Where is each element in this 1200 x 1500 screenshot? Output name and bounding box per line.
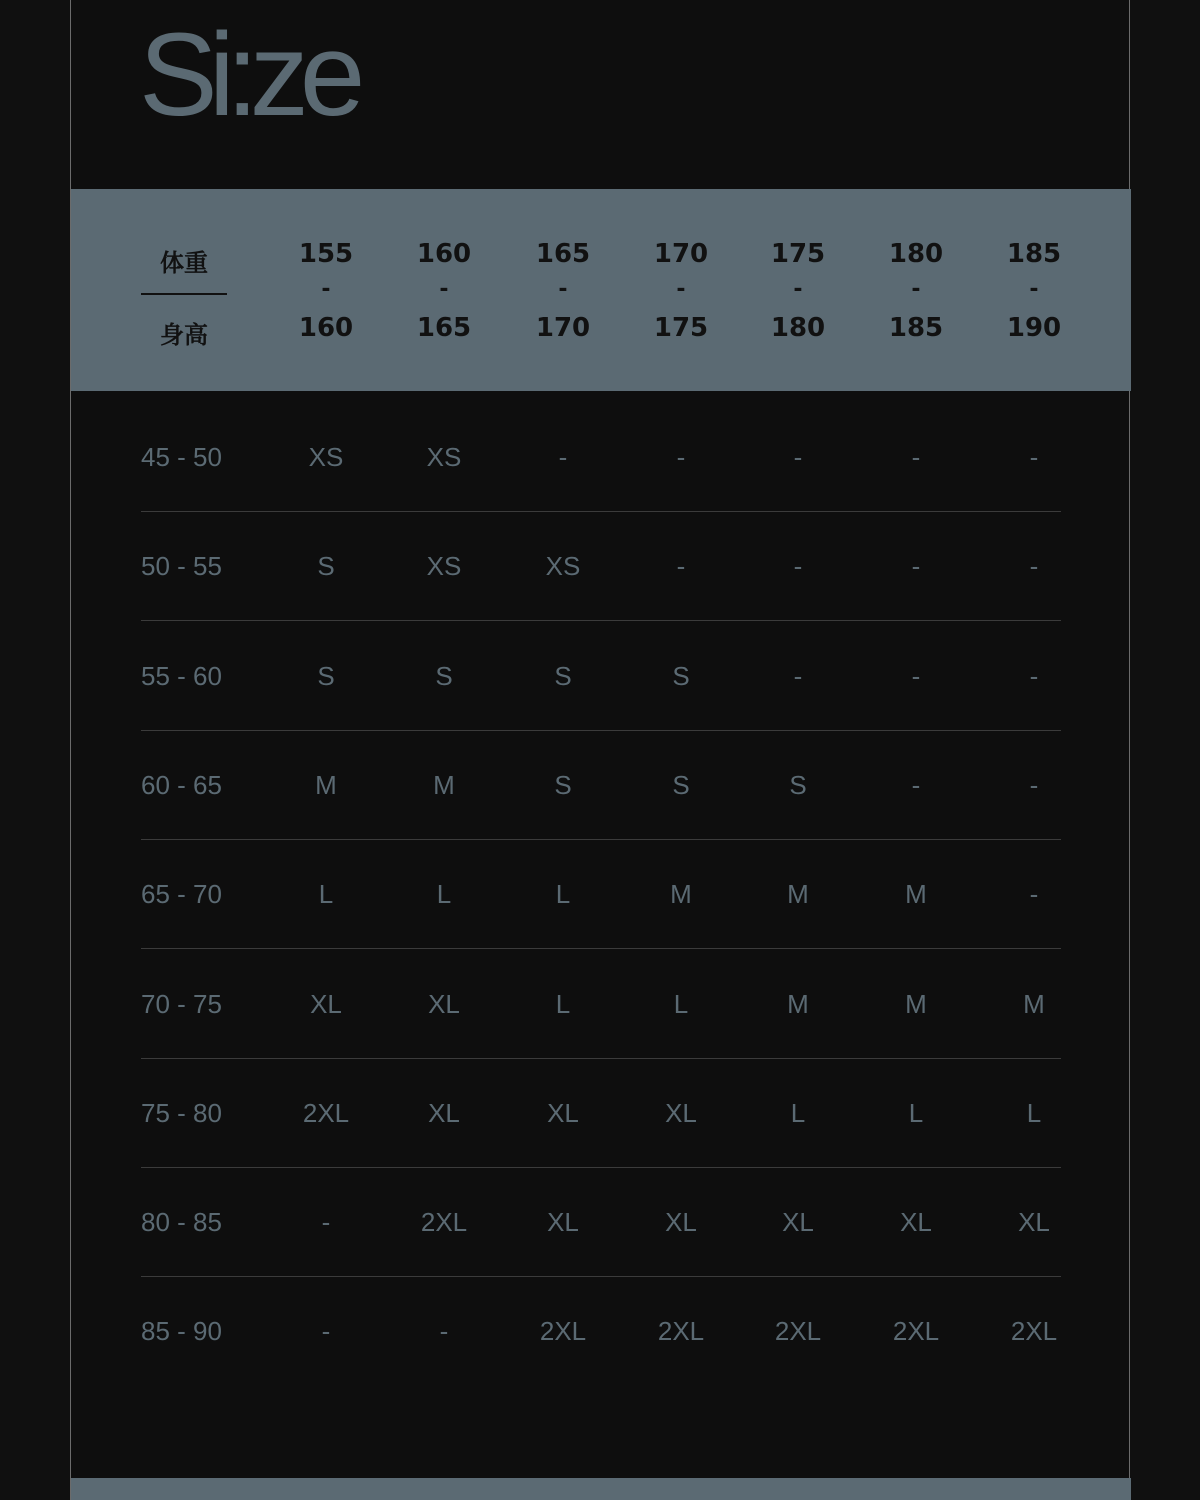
table-row <box>141 1059 1061 1168</box>
height-range-from: 170 <box>653 239 709 269</box>
height-range-header <box>518 189 608 391</box>
corner-header-cell <box>141 189 227 391</box>
height-range-header <box>399 189 489 391</box>
table-row <box>141 512 1061 621</box>
height-range-header <box>989 189 1079 391</box>
table-row <box>141 622 1061 731</box>
height-range-to: 190 <box>1006 313 1062 343</box>
table-row <box>141 1277 1061 1386</box>
size-cell: 2XL <box>1010 1316 1058 1347</box>
height-axis-label: 身高 <box>160 321 208 349</box>
size-cell: XL <box>310 988 342 1019</box>
size-cell: - <box>911 769 921 800</box>
height-range-to: 185 <box>888 313 944 343</box>
size-cell: - <box>1029 660 1039 691</box>
size-cell: L <box>555 879 571 910</box>
size-cell: XS <box>545 551 581 582</box>
size-cell: 2XL <box>892 1316 940 1347</box>
table-row <box>141 731 1061 840</box>
height-range-header <box>636 189 726 391</box>
weight-range-label: 80 - 85 <box>141 1207 222 1238</box>
size-cell: 2XL <box>774 1316 822 1347</box>
size-cell: - <box>321 1207 331 1238</box>
footer-band <box>71 1478 1131 1500</box>
size-cell: M <box>905 879 927 910</box>
size-cell: L <box>790 1097 806 1128</box>
size-cell: XL <box>547 1097 579 1128</box>
height-range-to: 160 <box>298 313 354 343</box>
height-range-dash: - <box>1029 277 1039 302</box>
weight-range-label: 85 - 90 <box>141 1316 222 1347</box>
size-cell: 2XL <box>420 1207 468 1238</box>
size-cell: - <box>1029 442 1039 472</box>
size-cell: XL <box>547 1207 579 1238</box>
size-cell: XL <box>1018 1207 1050 1238</box>
size-cell: - <box>1029 551 1039 582</box>
size-cell: S <box>672 660 690 691</box>
brand-logo-text: Si:ze <box>139 9 357 141</box>
size-cell: XL <box>900 1207 932 1238</box>
height-range-dash: - <box>439 277 449 302</box>
weight-range-label: 55 - 60 <box>141 660 222 691</box>
height-range-from: 165 <box>535 239 591 269</box>
weight-range-label: 65 - 70 <box>141 879 222 910</box>
size-cell: M <box>433 769 455 800</box>
size-cell: S <box>317 551 335 582</box>
height-range-dash: - <box>558 277 568 302</box>
size-cell: L <box>318 879 334 910</box>
height-range-dash: - <box>321 277 331 302</box>
weight-range-label: 50 - 55 <box>141 551 222 582</box>
height-range-header <box>281 189 371 391</box>
weight-axis-label: 体重 <box>160 249 208 277</box>
height-range-from: 185 <box>1006 239 1062 269</box>
size-cell: 2XL <box>539 1316 587 1347</box>
size-cell: L <box>673 988 689 1019</box>
size-cell: - <box>911 551 921 582</box>
size-cell: - <box>911 660 921 691</box>
size-cell: S <box>789 769 807 800</box>
height-range-to: 170 <box>535 313 591 343</box>
size-cell: - <box>793 660 803 691</box>
size-cell: - <box>911 442 921 472</box>
height-range-header <box>871 189 961 391</box>
size-cell: XL <box>665 1207 697 1238</box>
table-row <box>141 840 1061 949</box>
size-cell: XL <box>428 988 460 1019</box>
weight-range-label: 75 - 80 <box>141 1097 222 1128</box>
size-cell: S <box>317 660 335 691</box>
size-cell: 2XL <box>302 1097 350 1128</box>
weight-range-label: 60 - 65 <box>141 769 222 800</box>
weight-range-label: 70 - 75 <box>141 988 222 1019</box>
size-cell: - <box>793 442 803 472</box>
size-cell: XL <box>428 1097 460 1128</box>
height-range-header <box>753 189 843 391</box>
height-range-from: 160 <box>416 239 472 269</box>
size-cell: M <box>787 879 809 910</box>
size-cell: XS <box>426 551 462 582</box>
size-cell: L <box>555 988 571 1019</box>
size-cell: - <box>793 551 803 582</box>
corner-divider-line <box>141 293 227 295</box>
size-cell: L <box>908 1097 924 1128</box>
size-cell: M <box>787 988 809 1019</box>
size-cell: M <box>315 769 337 800</box>
size-cell: - <box>676 551 686 582</box>
height-range-dash: - <box>793 277 803 302</box>
size-chart-page <box>70 0 1130 1500</box>
height-range-from: 180 <box>888 239 944 269</box>
height-range-to: 180 <box>770 313 826 343</box>
height-header-band <box>71 189 1131 391</box>
size-cell: S <box>672 769 690 800</box>
size-cell: XL <box>665 1097 697 1128</box>
size-cell: - <box>439 1316 449 1347</box>
size-cell: - <box>321 1316 331 1347</box>
size-cell: XL <box>782 1207 814 1238</box>
height-range-to: 165 <box>416 313 472 343</box>
table-row <box>141 403 1061 512</box>
size-cell: L <box>1026 1097 1042 1128</box>
size-cell: S <box>435 660 453 691</box>
size-cell: S <box>554 769 572 800</box>
size-cell: - <box>676 442 686 472</box>
table-row <box>141 1168 1061 1277</box>
size-cell: - <box>1029 769 1039 800</box>
size-cell: 2XL <box>657 1316 705 1347</box>
size-cell: - <box>558 442 568 472</box>
height-range-from: 155 <box>298 239 354 269</box>
size-cell: S <box>554 660 572 691</box>
height-range-dash: - <box>911 277 921 302</box>
size-cell: M <box>905 988 927 1019</box>
height-range-from: 175 <box>770 239 826 269</box>
height-range-dash: - <box>676 277 686 302</box>
size-cell: XS <box>308 442 344 472</box>
table-row <box>141 950 1061 1059</box>
size-cell: L <box>436 879 452 910</box>
size-cell: M <box>670 879 692 910</box>
size-cell: M <box>1023 988 1045 1019</box>
weight-range-label: 45 - 50 <box>141 442 222 472</box>
size-cell: - <box>1029 879 1039 910</box>
size-cell: XS <box>426 442 462 472</box>
height-range-to: 175 <box>653 313 709 343</box>
